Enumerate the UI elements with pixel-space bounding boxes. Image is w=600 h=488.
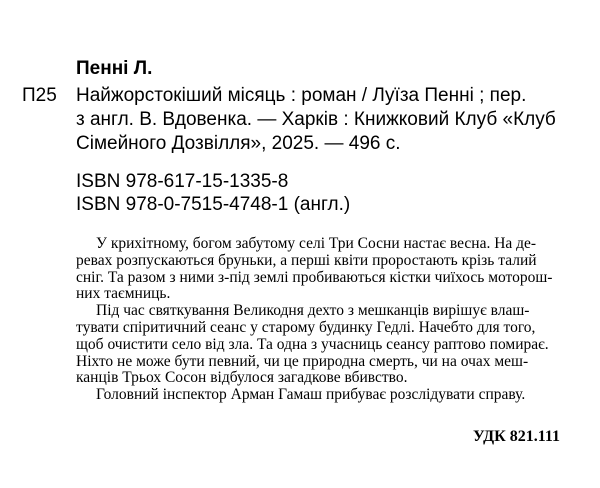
annotation-line: канців Трьох Сосон відбулося загадкове вбивство. — [76, 369, 408, 387]
annotation-line: У крихітному, богом забутому селі Три Сосни настає весна. На де- — [96, 235, 537, 252]
isbn-line: ISBN 978-0-7515-4748-1 (англ.) — [76, 194, 351, 215]
udc-code: УДК 821.111 — [473, 428, 560, 445]
cutter-code: П25 — [22, 85, 57, 106]
description-line: Найжорстокіший місяць : роман / Луїза Пенні ; пер. — [76, 85, 527, 106]
description-line: Сімейного Дозвілля», 2025. — 496 с. — [76, 133, 401, 154]
bibliographic-description — [76, 84, 586, 156]
author-heading: Пенні Л. — [76, 58, 153, 79]
annotation-line: Під час святкування Великодня дехто з мешканців вирішує влаш- — [96, 302, 530, 320]
annotation-line: щоб очистити село від зла. Та одна з учасниць сеансу раптово помирає. — [76, 335, 549, 353]
annotation-line: сніг. Та разом з ними з-під землі пробиваються кістки чиїхось моторош- — [76, 268, 553, 286]
annotation-line: них таємниць. — [76, 285, 171, 303]
description-line: з англ. В. Вдовенка. — Харків : Книжковий Клуб «Клуб — [76, 109, 556, 130]
isbn-line: ISBN 978-617-15-1335-8 — [76, 171, 289, 192]
isbn-block — [76, 170, 350, 216]
annotation-line: тувати спіритичний сеанс у старому будинку Гедлі. Начебто для того, — [76, 318, 536, 336]
annotation — [76, 236, 576, 404]
annotation-line: ревах розпускаються бруньки, а перші квіти проростають крізь талий — [76, 251, 537, 269]
annotation-line: Ніхто не може бути певний, чи це природна смерть, чи на очах меш- — [76, 352, 529, 370]
annotation-line: Головний інспектор Арман Гамаш прибуває розслідувати справу. — [96, 386, 526, 404]
